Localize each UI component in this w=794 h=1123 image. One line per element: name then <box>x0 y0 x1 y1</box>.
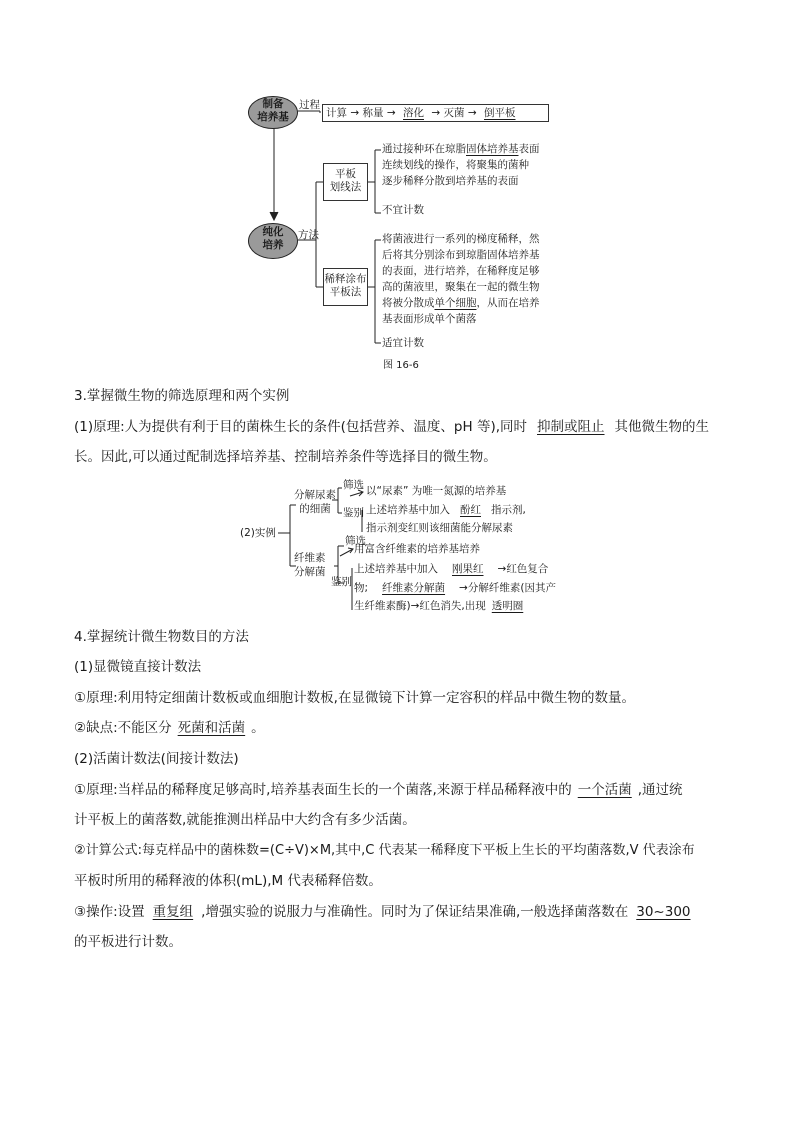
arrow-icon: → <box>459 582 468 594</box>
streak-desc-2: 连续划线的操作，将聚集的菌种 <box>382 159 529 171</box>
label-process: 过程 <box>299 99 320 111</box>
s2-operation-line2: 的平板进行计数。 <box>74 934 182 950</box>
spread-count: 适宜计数 <box>382 337 424 349</box>
step-4: 灭菌 <box>443 107 465 119</box>
s2-formula-line2: 平板时所用的稀释液的体积(mL),M 代表稀释倍数。 <box>74 873 382 889</box>
spread-desc-5: 将被分散成单个细胞，从而在培养 <box>382 297 540 309</box>
s2-principle-line2: 计平板上的菌落数,就能推测出样品中大约含有多少活菌。 <box>74 812 416 828</box>
step-2: 称量 <box>362 107 384 119</box>
box-streak-plate: 平板 划线法 <box>323 163 368 201</box>
section3-title: 3.掌握微生物的筛选原理和两个实例 <box>74 388 290 404</box>
step-1: 计算 <box>326 107 347 119</box>
label-method: 方法 <box>298 229 319 241</box>
urea-identify-line2: 指示剂变红则该细菌能分解尿素 <box>366 522 513 534</box>
spread-desc-1: 将菌液进行一系列的梯度稀释，然 <box>382 233 540 245</box>
s2-operation-line1: ③操作:设置 重复组 ,增强实验的说服力与准确性。同时为了保证结果准确,一般选择菌落数在 30~300 <box>74 904 691 920</box>
arrow-icon: → <box>497 563 507 575</box>
spread-desc-2: 后将其分别涂布到琼脂固体培养基 <box>382 249 540 261</box>
urea-screen-label: 筛选 <box>343 479 364 491</box>
arrow-icon: → <box>467 107 477 119</box>
cellulose-identify-line2: 物; 纤维素分解菌 →分解纤维素(因其产 <box>354 582 556 594</box>
s1-principle: ①原理:利用特定细菌计数板或血细胞计数板,在显微镜下计算一定容积的样品中微生物的数量。 <box>74 690 635 706</box>
section3-principle-line2: 长。因此,可以通过配制选择培养基、控制培养条件等选择目的微生物。 <box>74 449 497 465</box>
urea-bacteria-label: 分解尿素 的细菌 <box>294 489 336 515</box>
cellulose-bacteria-label: 纤维素 分解菌 <box>294 552 326 578</box>
section4-title: 4.掌握统计微生物数目的方法 <box>74 629 249 645</box>
streak-count: 不宜计数 <box>382 204 424 216</box>
urea-identify-label: 鉴别 <box>343 507 364 519</box>
arrow-icon: → <box>350 107 360 119</box>
s2-heading: (2)活菌计数法(间接计数法) <box>74 751 239 767</box>
s2-principle-line1: ①原理:当样品的稀释度足够高时,培养基表面生长的一个菌落,来源于样品稀释液中的 一个活菌 ,通过统 <box>74 782 683 798</box>
s1-flaw: ②缺点:不能区分 死菌和活菌 。 <box>74 720 265 736</box>
figure-caption: 图 16-6 <box>383 360 419 371</box>
spread-desc-3: 的表面，进行培养，在稀释度足够 <box>382 265 540 277</box>
urea-screen-text: 以“尿素” 为唯一氮源的培养基 <box>366 485 507 497</box>
cellulose-identify-label: 鉴别 <box>331 576 352 588</box>
step-3: 溶化 <box>403 107 424 119</box>
section3-principle-line1: (1)原理:人为提供有利于目的菌株生长的条件(包括营养、温度、pH 等),同时 抑制或阻止 其他微生物的生 <box>74 419 710 435</box>
step-5: 倒平板 <box>484 107 516 119</box>
urea-identify-line1: 上述培养基中加入 酚红 指示剂, <box>366 504 526 516</box>
arrow-icon: → <box>410 600 420 612</box>
arrow-icon: → <box>386 107 396 119</box>
s2-formula-line1: ②计算公式:每克样品中的菌株数=(C÷V)×M,其中,C 代表某一稀释度下平板上生长的平均菌落数,V 代表涂布 <box>74 843 695 858</box>
arrow-icon: → <box>431 107 441 119</box>
ellipse-purify-culture: 纯化 培养 <box>248 223 298 259</box>
spread-desc-4: 高的菌液里，聚集在一起的微生物 <box>382 281 540 293</box>
ellipse-prepare-medium: 制备 培养基 <box>248 96 298 129</box>
streak-desc-3: 逐步稀释分散到培养基的表面 <box>382 175 519 187</box>
cellulose-identify-line3: 生纤维素酶)→红色消失,出现 透明圈 <box>354 600 524 612</box>
spread-desc-6: 基表面形成单个菌落 <box>382 313 477 325</box>
cellulose-screen-label: 筛选 <box>345 535 366 547</box>
examples-label: (2)实例 <box>240 527 276 539</box>
cellulose-screen-text: 用富含纤维素的培养基培养 <box>354 543 480 555</box>
box-spread-plate: 稀释涂布 平板法 <box>323 268 368 306</box>
s1-heading: (1)显微镜直接计数法 <box>74 659 202 675</box>
streak-desc-1: 通过接种环在琼脂固体培养基表面 <box>382 143 540 155</box>
cellulose-identify-line1: 上述培养基中加入 刚果红 →红色复合 <box>354 563 549 575</box>
